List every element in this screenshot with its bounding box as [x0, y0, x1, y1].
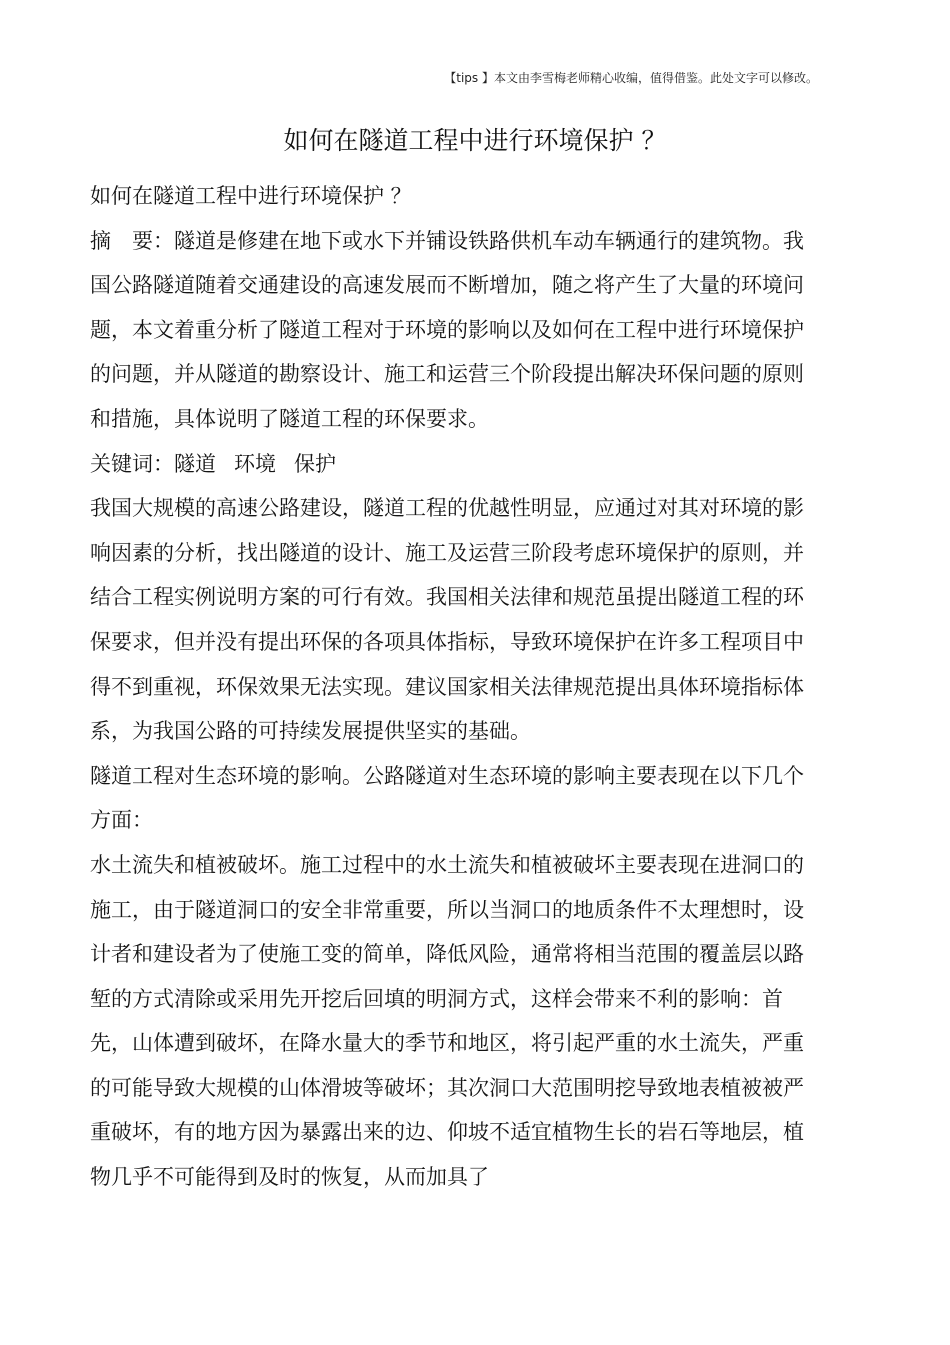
- keyword: 环境: [234, 451, 276, 476]
- body-paragraph: 隧道工程对生态环境的影响。公路隧道对生态环境的影响主要表现在以下几个方面：: [90, 763, 804, 833]
- keywords-label: 关键词：: [90, 451, 174, 476]
- keyword: 保护: [294, 451, 336, 476]
- document-title: 如何在隧道工程中进行环境保护 ？: [283, 126, 667, 155]
- abstract-paragraph: 摘 要：隧道是修建在地下或水下并铺设铁路供机车动车辆通行的建筑物。我国公路隧道随着交通建设的高速发展而不断增加，随之将产生了大量的环境问题，本文着重分析了隧道工程对于环境的影响以及如何在工程中进行环境保护的问题，并从隧道的勘察设计、施工和运营三个阶段提出解决环保问题的原则和措施，具体说明了隧道工程的环保要求。: [90, 228, 804, 431]
- document-subtitle: 如何在隧道工程中进行环境保护 ？: [90, 184, 412, 208]
- tips-note: 【tips 】本文由李雪梅老师精心收编，值得借鉴。此处文字可以修改。: [444, 71, 818, 85]
- body-paragraph: 水土流失和植被破坏。施工过程中的水土流失和植被破坏主要表现在进洞口的施工，由于隧道洞口的安全非常重要，所以当洞口的地质条件不太理想时，设计者和建设者为了使施工变的简单，降低风险，通常将相当范围的覆盖层以路堑的方式清除或采用先开挖后回填的明洞方式，这样会带来不利的影响：首先，山体遭到破坏，在降水量大的季节和地区，将引起严重的水土流失，严重的可能导致大规模的山体滑坡等破坏；其次洞口大范围明挖导致地表植被被严重破坏，有的地方因为暴露出来的边、仰坡不适宜植物生长的岩石等地层，植物几乎不可能得到及时的恢复，从而加具了: [90, 852, 804, 1190]
- document-body: [90, 174, 820, 1200]
- keyword: 隧道: [174, 451, 216, 476]
- body-paragraph: 我国大规模的高速公路建设，隧道工程的优越性明显，应通过对其对环境的影响因素的分析，找出隧道的设计、施工及运营三阶段考虑环境保护的原则，并结合工程实例说明方案的可行有效。我国相关法律和规范虽提出隧道工程的环保要求，但并没有提出环保的各项具体指标，导致环境保护在许多工程项目中得不到重视，环保效果无法实现。建议国家相关法律规范提出具体环境指标体系，为我国公路的可持续发展提供坚实的基础。: [90, 496, 804, 744]
- keywords-line: [90, 442, 820, 487]
